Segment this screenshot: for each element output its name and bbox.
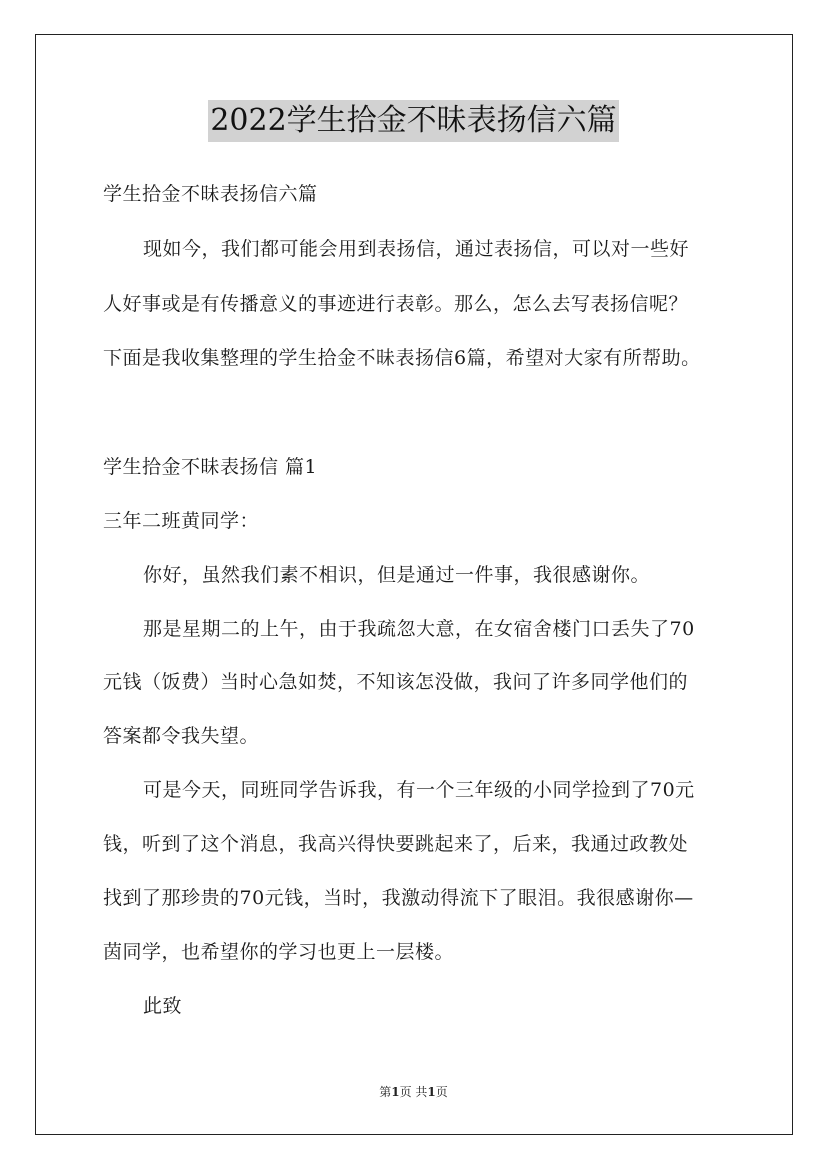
intro-line-1: 现如今，我们都可能会用到表扬信，通过表扬信，可以对一些好 xyxy=(143,238,690,260)
footer-suffix: 页 xyxy=(435,1085,448,1099)
paragraph-line-7: 找到了那珍贵的70元钱，当时，我激动得流下了眼泪。我很感谢你— xyxy=(103,887,694,909)
paragraph-line-8: 茵同学，也希望你的学习也更上一层楼。 xyxy=(103,941,455,963)
paragraph-line-1: 你好，虽然我们素不相识，但是通过一件事，我很感谢你。 xyxy=(143,564,651,586)
footer-prefix: 第 xyxy=(379,1085,392,1099)
footer-mid: 页 共 xyxy=(399,1085,428,1099)
footer-page-number: 1 xyxy=(391,1085,400,1099)
paragraph-line-4: 答案都令我失望。 xyxy=(103,725,260,747)
paragraph-line-3: 元钱（饭费）当时心急如焚，不知该怎没做，我问了许多同学他们的 xyxy=(103,671,689,693)
document-subtitle: 学生拾金不昧表扬信六篇 xyxy=(103,183,318,205)
paragraph-line-5: 可是今天，同班同学告诉我，有一个三年级的小同学捡到了70元 xyxy=(143,779,695,801)
closing-line: 此致 xyxy=(143,995,183,1017)
intro-line-3: 下面是我收集整理的学生拾金不昧表扬信6篇，希望对大家有所帮助。 xyxy=(103,347,701,369)
salutation: 三年二班黄同学： xyxy=(103,510,260,532)
paragraph-line-2: 那是星期二的上午，由于我疏忽大意，在女宿舍楼门口丢失了70 xyxy=(143,618,695,640)
intro-line-2: 人好事或是有传播意义的事迹进行表彰。那么，怎么去写表扬信呢？ xyxy=(103,293,689,315)
title-wrap xyxy=(0,100,827,142)
document-title: 2022学生拾金不昧表扬信六篇 xyxy=(208,100,618,142)
page-footer xyxy=(0,1084,827,1100)
paragraph-line-6: 钱，听到了这个消息，我高兴得快要跳起来了，后来，我通过政教处 xyxy=(103,833,689,855)
footer-total-pages: 1 xyxy=(427,1085,436,1099)
section-heading: 学生拾金不昧表扬信 篇1 xyxy=(103,456,318,478)
